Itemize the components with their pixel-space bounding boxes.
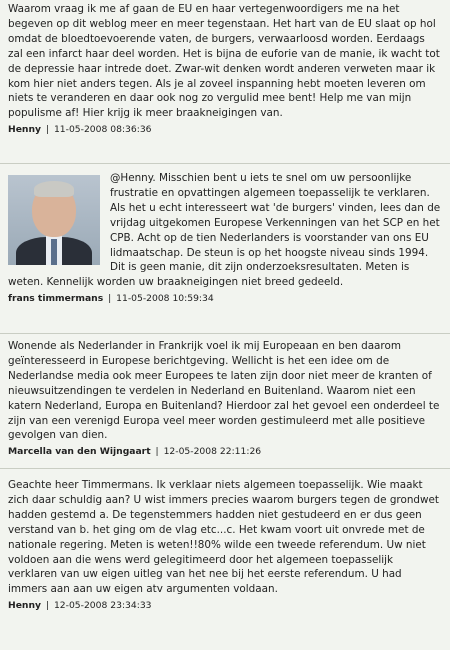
comment-meta — [8, 600, 442, 611]
meta-separator: | — [108, 293, 112, 305]
comment-date: 11-05-2008 08:36:36 — [53, 124, 152, 136]
comment-author: Marcella van den Wijngaart — [8, 446, 151, 458]
comment-author: Henny — [8, 124, 41, 136]
comment-text: Geachte heer Timmermans. Ik verklaar niets algemeen toepasselijk. Wie maakt zich daar schuldig aan? U wist immers precies waarom burgers tegen de grondwet hadden gestemd a. De tegenstemmers hadden niet gestudeerd en er dus geen verstand van b. het ging om de vlag etc...c. Het kwam voort uit onvrede met de nationale regering. Meten is weten!!80% wilde een tweede referendum. Uw niet voldoen aan die wens werd gelegitimeerd door het algemeen toepasselijk verklaren van uw eigen uitleg van het nee bij het eerste referendum. U had immers aan aan uw eigen atv argumenten voldaan. — [8, 479, 439, 596]
comment-author: Henny — [8, 600, 41, 612]
comment-text: @Henny. Misschien bent u iets te snel om uw persoonlijke frustratie en opvattingen algemeen toepasselijk te verklaren. Als het u echt interesseert wat 'de burgers' vinden, lees dan de vrijdag uitgekomen Europese Verkenningen van het SCP en het CPB. Acht op de tien Nederlanders is voorstander van ons EU lidmaatschap. De steun is op het hoogste niveau sinds 1994. Dit is geen manie, dit zijn onderzoeksresultaten. Meten is weten. Kennelijk worden uw braakneigingen niet breed gedeeld. — [8, 172, 441, 289]
author-photo — [8, 175, 100, 265]
comment-date: 12-05-2008 23:34:33 — [53, 600, 152, 612]
comment-meta — [8, 446, 442, 457]
comment-item — [0, 0, 450, 163]
comment-item — [0, 333, 450, 468]
comment-meta — [8, 293, 442, 304]
comment-item — [0, 468, 450, 650]
meta-separator: | — [45, 600, 50, 612]
meta-separator: | — [155, 446, 159, 458]
comment-item — [0, 163, 450, 333]
comment-author: frans timmermans — [8, 293, 104, 305]
comment-date: 11-05-2008 10:59:34 — [116, 293, 214, 305]
comment-meta — [8, 124, 442, 135]
comment-text: Wonende als Nederlander in Frankrijk voel ik mij Europeaan en ben daarom geïnteresseerd in Europese berichtgeving. Wellicht is het een idee om de Nederlandse media ook meer Europees te laten zijn door niet meer de kranten of nieuwsuitzendingen te verdelen in Nederland en Buitenland. Waarom niet een katern Nederland, Europa en Buitenland? Hierdoor zal het gevoel een onderdeel te zijn van een verenigd Europa veel meer worden gestimuleerd met alle positieve gevolgen van dien. — [8, 340, 440, 442]
meta-separator: | — [45, 124, 50, 136]
comment-text: Waarom vraag ik me af gaan de EU en haar vertegenwoordigers me na het begeven op dit weblog meer en meer tegenstaan. Het hart van de EU slaat op hol omdat de bloedtoevoerende vaten, de burgers, verwaarloosd worden. Eerdaags zal een infarct haar deel worden. Het is bijna de euforie van de manie, ik wacht tot de depressie haar intrede doet. Zwar-wit denken wordt anderen verweten maar ik kom hier niet anders tegen. Als je al zoveel inspanning hebt moeten leveren om niets te veranderen en daar ook nog zo vergulid mee bent! Help me van mijn populisme af! Hier krijg ik meer braakneigingen van. — [8, 3, 440, 120]
comment-date: 12-05-2008 22:11:26 — [163, 446, 262, 458]
